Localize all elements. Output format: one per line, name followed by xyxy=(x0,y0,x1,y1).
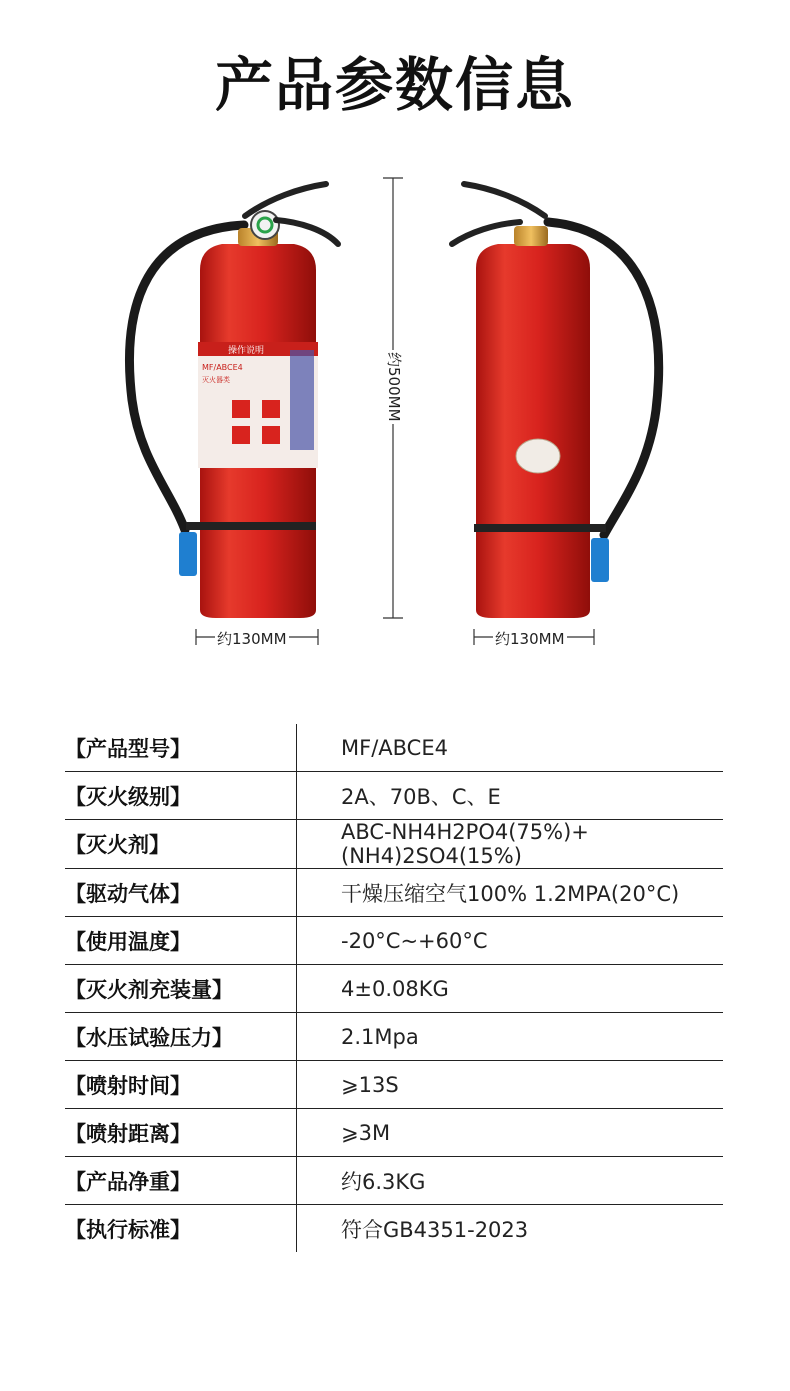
nozzle xyxy=(591,538,609,582)
spec-row xyxy=(65,1205,723,1253)
product-figure xyxy=(0,170,790,660)
spec-value: 2.1Mpa xyxy=(297,1013,724,1061)
spec-key: 【喷射时间】 xyxy=(65,1061,297,1109)
spec-row xyxy=(65,965,723,1013)
spec-key: 【执行标准】 xyxy=(65,1205,297,1253)
spec-row xyxy=(65,1061,723,1109)
extinguisher-back xyxy=(452,184,659,618)
height-dimension: 约500MM xyxy=(385,352,403,422)
certification-seal xyxy=(516,439,560,473)
label-badge: 操作说明 xyxy=(228,346,265,356)
spec-value: MF/ABCE4 xyxy=(341,735,448,760)
spec-key: 【水压试验压力】 xyxy=(65,1013,297,1061)
spec-key: 【灭火剂】 xyxy=(65,820,297,869)
spec-value: 干燥压缩空气100% 1.2MPA(20°C) xyxy=(297,869,724,917)
spec-row xyxy=(65,1157,723,1205)
strap xyxy=(186,522,316,530)
page-title: 产品参数信息 xyxy=(214,51,575,119)
spec-row xyxy=(65,917,723,965)
spec-row xyxy=(65,1013,723,1061)
spec-value: ⩾13S xyxy=(297,1061,724,1109)
nozzle xyxy=(179,532,197,576)
extinguisher-front xyxy=(129,184,338,618)
spec-key: 【灭火剂充装量】 xyxy=(65,965,297,1013)
spec-value: 约6.3KG xyxy=(297,1157,724,1205)
lever xyxy=(245,184,326,216)
spec-key: 【喷射距离】 xyxy=(65,1109,297,1157)
width-dimension-left: 约130MM xyxy=(217,630,287,648)
spec-key: 【产品净重】 xyxy=(65,1157,297,1205)
spec-value: 2A、70B、C、E xyxy=(297,772,724,820)
pressure-gauge xyxy=(251,211,279,239)
lever xyxy=(464,184,545,216)
spec-key: 【产品型号】 xyxy=(65,724,297,772)
spec-row xyxy=(65,772,723,820)
spec-key: 【驱动气体】 xyxy=(65,869,297,917)
strap xyxy=(474,524,606,532)
spec-value: 4±0.08KG xyxy=(297,965,724,1013)
label-sub: 灭火器类 xyxy=(202,376,230,384)
spec-value: ABC-NH4H2PO4(75%)+(NH4)2SO4(15%) xyxy=(297,820,724,869)
label-model: MF/ABCE4 xyxy=(202,363,243,372)
spec-value: 符合GB4351-2023 xyxy=(297,1205,724,1253)
spec-key: 【使用温度】 xyxy=(65,917,297,965)
spec-row xyxy=(65,1109,723,1157)
spec-row xyxy=(65,869,723,917)
handle xyxy=(452,222,520,244)
handle xyxy=(276,220,338,244)
spec-row xyxy=(65,724,723,772)
spec-table xyxy=(65,724,723,1252)
cylinder xyxy=(476,244,590,618)
spec-value: -20°C~+60°C xyxy=(297,917,724,965)
spec-row xyxy=(65,820,723,869)
width-dimension-right: 约130MM xyxy=(495,630,565,648)
valve xyxy=(514,226,548,246)
spec-key: 【灭火级别】 xyxy=(65,772,297,820)
spec-value: ⩾3M xyxy=(297,1109,724,1157)
